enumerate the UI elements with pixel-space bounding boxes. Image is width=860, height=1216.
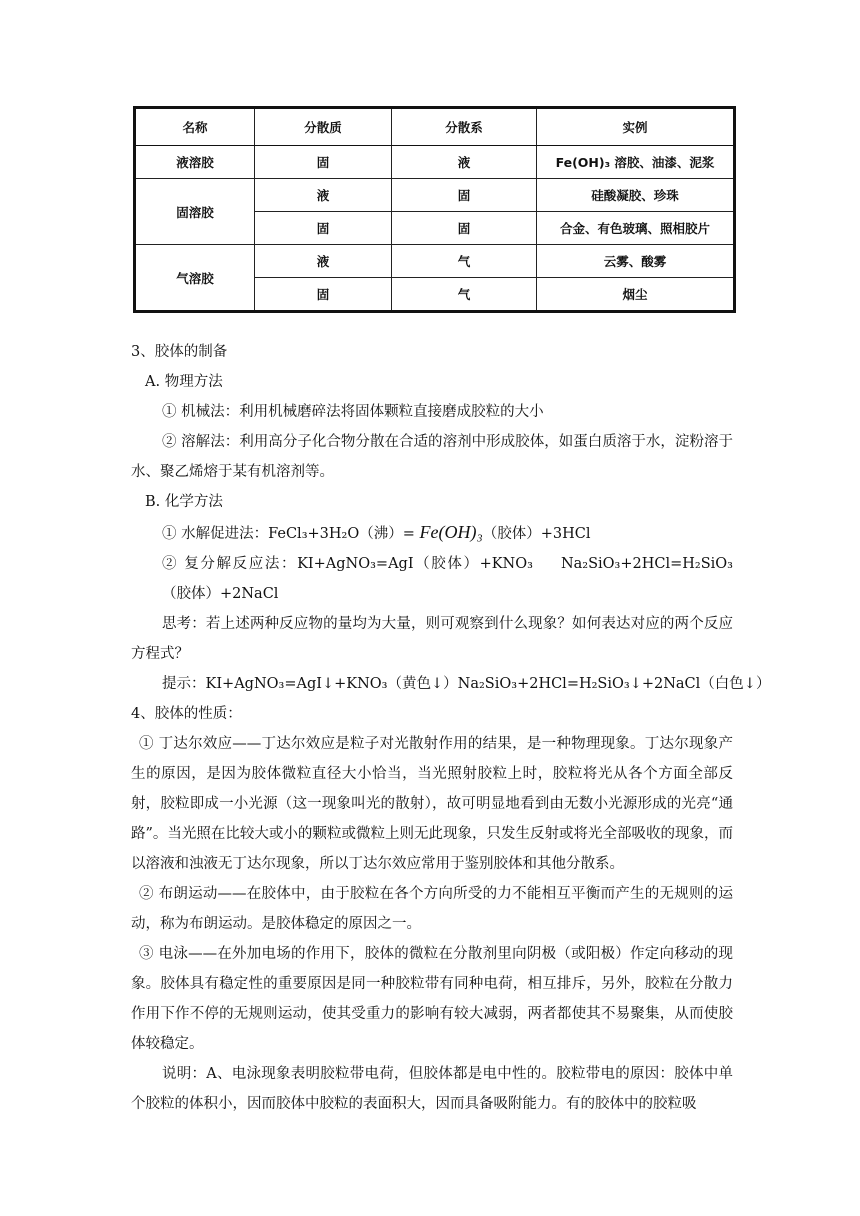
document-body [131, 337, 771, 1119]
header-dispersion-medium: 分散系 [392, 108, 537, 146]
cell-medium: 气 [392, 245, 537, 278]
header-example: 实例 [537, 108, 735, 146]
hydrolysis-equation-prefix: ① 水解促进法：FeCl₃+3H₂O（沸）= [162, 526, 420, 542]
mechanical-method: ① 机械法：利用机械磨碎法将固体颗粒直接磨成胶粒的大小 [162, 404, 544, 420]
tyndall-effect-text: ① 丁达尔效应——丁达尔效应是粒子对光散射作用的结果，是一种物理现象。丁达尔现象产生的原因，是因为胶体微粒直径大小恰当，当光照射胶粒上时，胶粒将光从各个方面全部反射，胶粒即成一小光源（这一现象叫光的散射），故可明显地看到由无数小光源形成的光亮“通路”。当光照在比较大或小的颗粒或微粒上则无此现象，只发生反射或将光全部吸收的现象，而以溶液和浊液无丁达尔现象，所以丁达尔效应常用于鉴别胶体和其他分散系。 [131, 736, 733, 872]
hydrolysis-method [131, 517, 733, 549]
section-3-title: 3、胶体的制备 [131, 344, 228, 360]
electrophoresis-text: ③ 电泳——在外加电场的作用下，胶体的微粒在分散剂里向阴极（或阳极）作定向移动的现象。胶体具有稳定性的重要原因是同一种胶粒带有同种电荷，相互排斥，另外，胶粒在分散力作用下作不停的无规则运动，使其受重力的影响有较大减弱，两者都使其不易聚集，从而使胶体较稳定。 [131, 946, 733, 1052]
hint-eq-2: Na₂SiO₃+2HCl=H₂SiO₃↓+2NaCl（白色↓） [457, 676, 771, 692]
cell-example: Fe(OH)₃ 溶胶、油漆、泥浆 [537, 146, 735, 179]
tyndall-effect [131, 729, 733, 879]
cell-name: 液溶胶 [135, 146, 255, 179]
cell-dispersed: 液 [255, 245, 392, 278]
physical-method-title: A. 物理方法 [145, 374, 223, 390]
note-text: 说明：A、电泳现象表明胶粒带电荷，但胶体都是电中性的。胶粒带电的原因：胶体中单个胶粒的体积小，因而胶体中胶粒的表面积大，因而具备吸附能力。有的胶体中的胶粒吸 [131, 1066, 733, 1112]
hint-eq-1: 提示：KI+AgNO₃=AgI↓+KNO₃（黄色↓） [162, 676, 458, 692]
table-row [135, 146, 735, 179]
cell-dispersed: 固 [255, 278, 392, 312]
note [131, 1059, 733, 1119]
table-header-row [135, 108, 735, 146]
hint [131, 669, 771, 699]
brownian-motion-text: ② 布朗运动——在胶体中，由于胶粒在各个方向所受的力不能相互平衡而产生的无规则的运动，称为布朗运动。是胶体稳定的原因之一。 [131, 886, 733, 932]
brownian-motion [131, 879, 733, 939]
cell-medium: 固 [392, 212, 537, 245]
cell-example: 硅酸凝胶、珍珠 [537, 179, 735, 212]
header-name: 名称 [135, 108, 255, 146]
cell-medium: 气 [392, 278, 537, 312]
cell-name: 气溶胶 [135, 245, 255, 312]
cell-name: 固溶胶 [135, 179, 255, 245]
cell-example: 烟尘 [537, 278, 735, 312]
dissolution-method [131, 427, 733, 487]
hydrolysis-equation-suffix: （胶体）+3HCl [482, 526, 591, 542]
think-question [131, 609, 733, 669]
cell-dispersed: 液 [255, 179, 392, 212]
header-dispersed-phase: 分散质 [255, 108, 392, 146]
cell-dispersed: 固 [255, 146, 392, 179]
cell-dispersed: 固 [255, 212, 392, 245]
table [133, 106, 736, 313]
colloid-classification-table [133, 106, 733, 313]
cell-example: 合金、有色玻璃、照相胶片 [537, 212, 735, 245]
double-decomposition-eq-1: ② 复分解反应法：KI+AgNO₃=AgI（胶体）+KNO₃ [162, 556, 533, 572]
chemical-method-title: B. 化学方法 [145, 494, 223, 510]
fe-oh3-formula: Fe(OH)₃ [419, 522, 483, 542]
double-decomposition-eq-2: Na₂SiO₃+2HCl=H₂SiO₃（胶体）+2NaCl [162, 556, 733, 602]
cell-example: 云雾、酸雾 [537, 245, 735, 278]
dissolution-method-text: ② 溶解法：利用高分子化合物分散在合适的溶剂中形成胶体，如蛋白质溶于水，淀粉溶于水、聚乙烯熔于某有机溶剂等。 [131, 434, 733, 480]
electrophoresis [131, 939, 733, 1059]
cell-medium: 液 [392, 146, 537, 179]
cell-medium: 固 [392, 179, 537, 212]
think-question-text: 思考：若上述两种反应物的量均为大量，则可观察到什么现象？如何表达对应的两个反应方程式？ [131, 616, 733, 662]
table-row [135, 245, 735, 278]
section-4-title: 4、胶体的性质： [131, 706, 242, 722]
double-decomposition-method [131, 549, 733, 609]
table-row [135, 179, 735, 212]
